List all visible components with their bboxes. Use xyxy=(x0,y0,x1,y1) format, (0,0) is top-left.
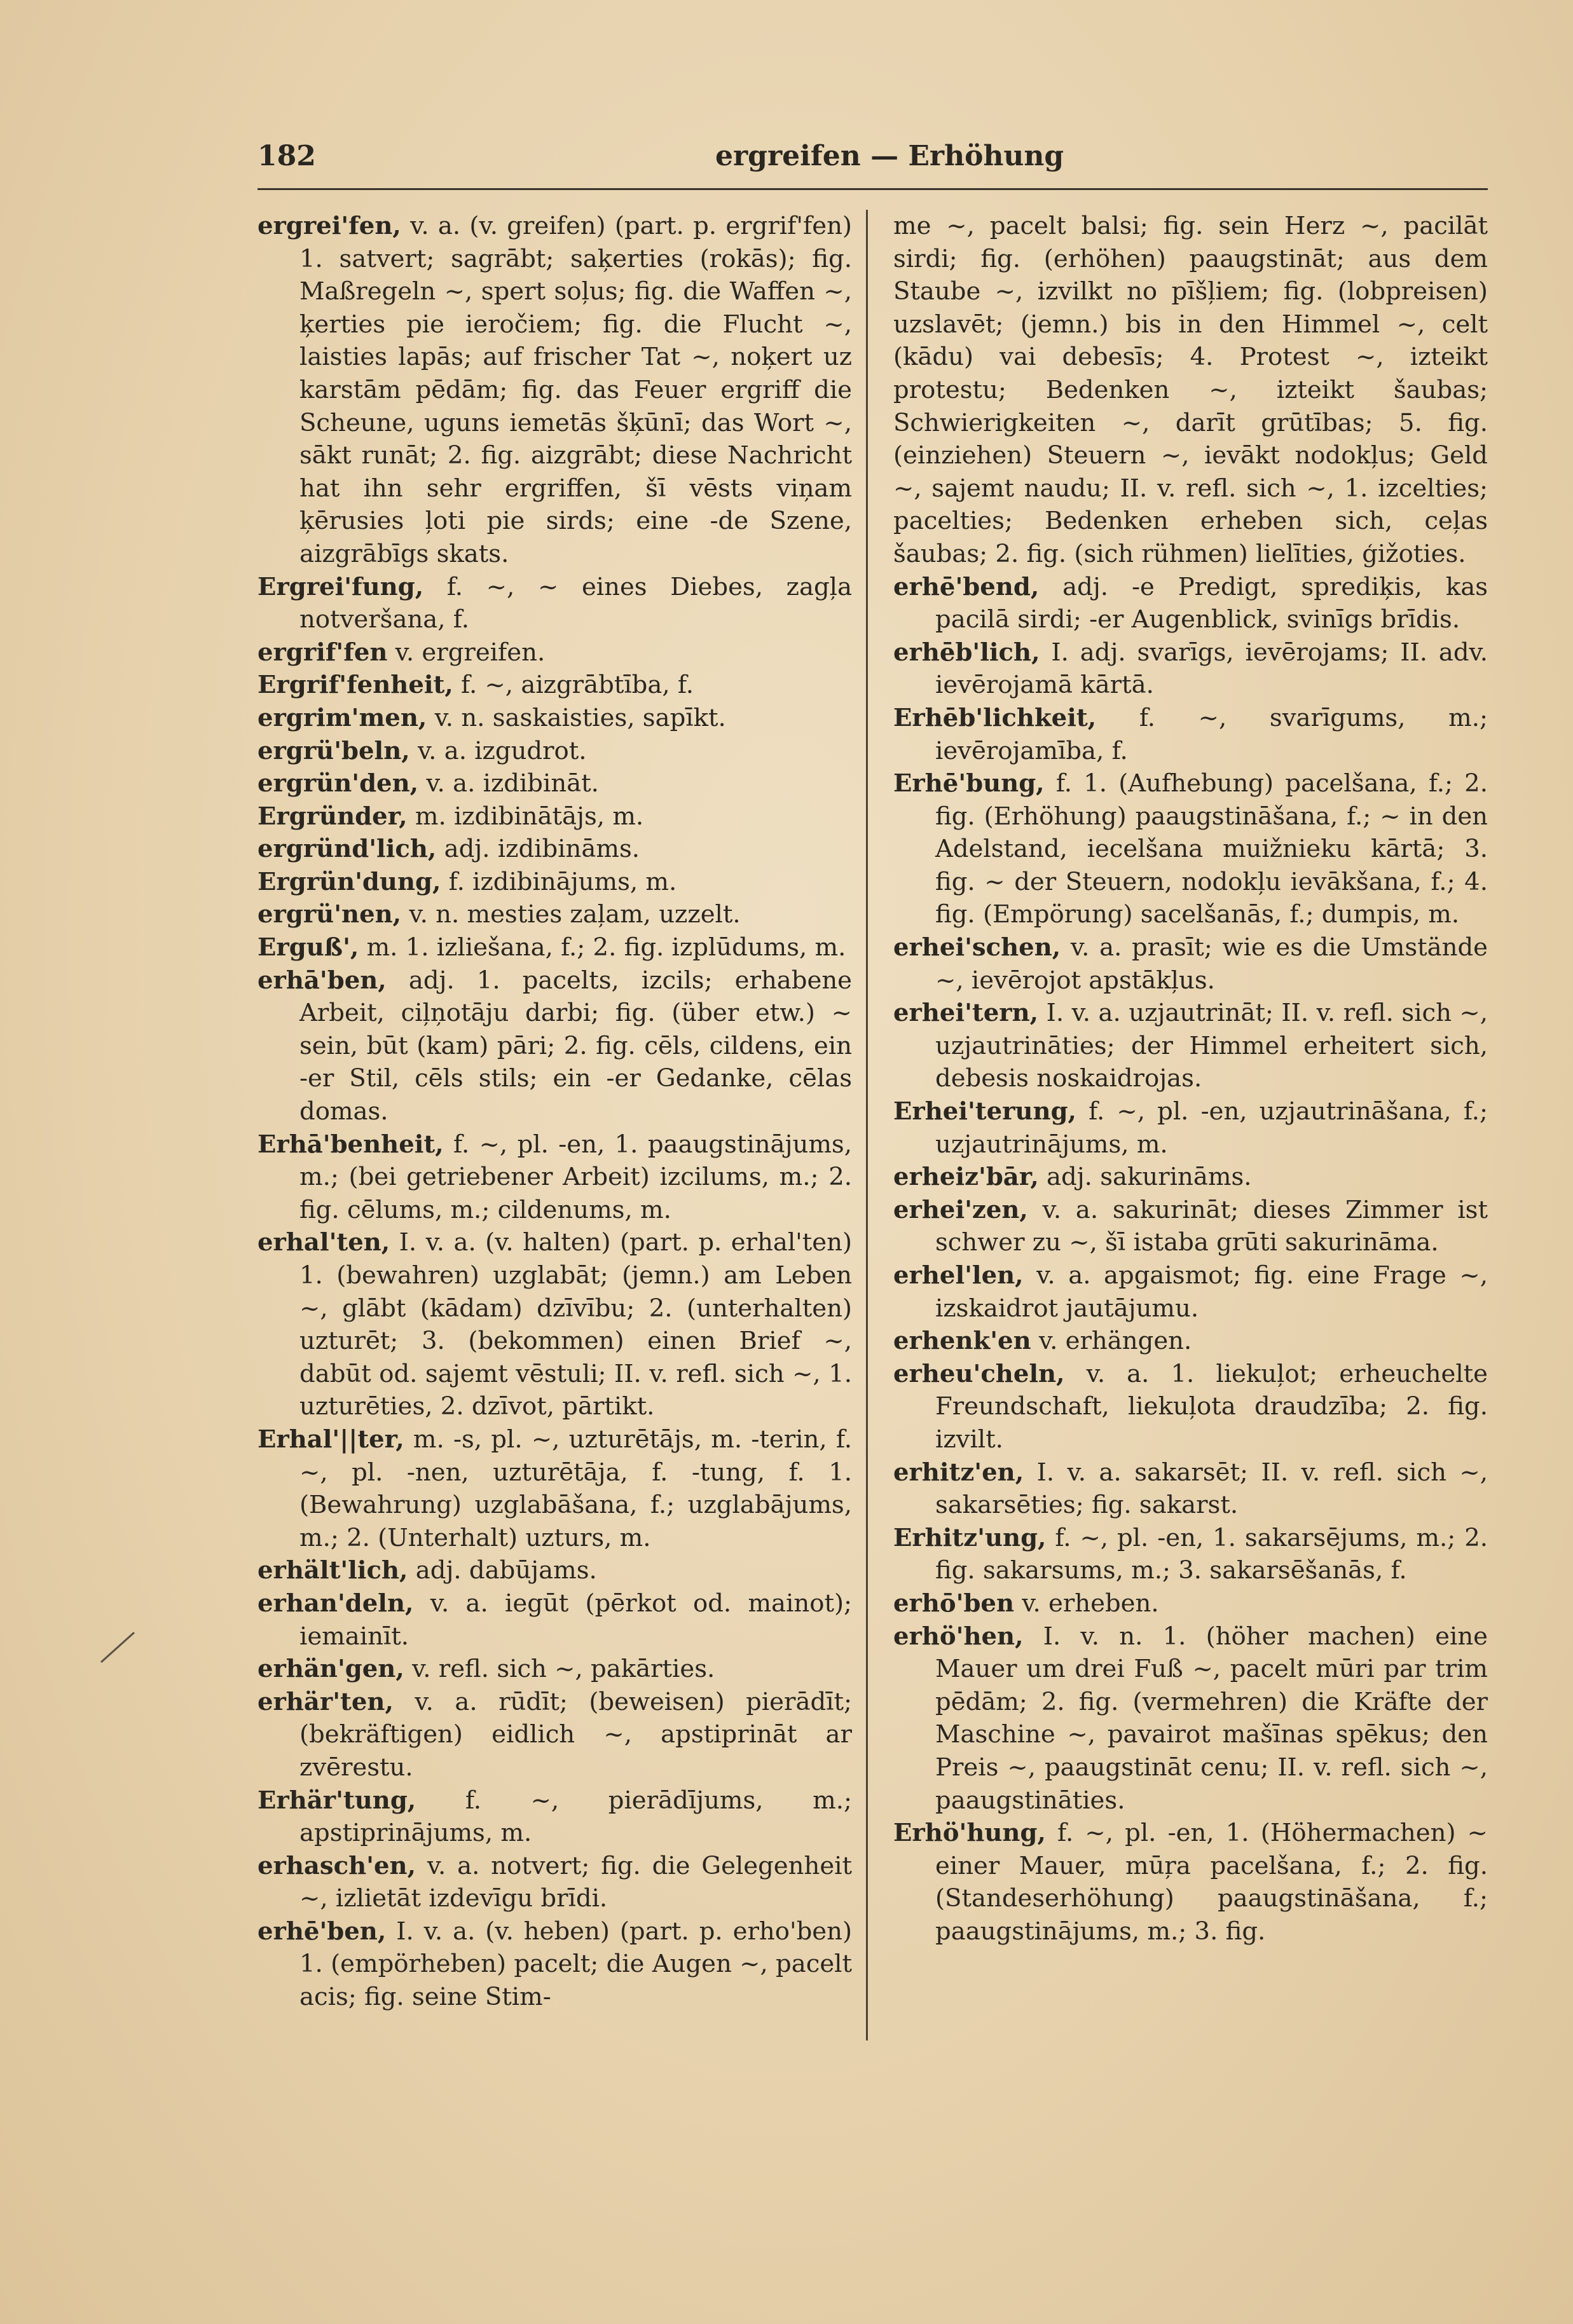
entry-headword: erhan'deln, xyxy=(258,1589,414,1618)
entry-definition: f. 1. (Aufhebung) pacelšana, f.; 2. fig. (Erhöhung) paaugstināšana, f.; ~ in den Adelstand, iecelšana muižnieku kārtā; 3. fig. ~ der Steuern, nodokļu ievākšana, f.; 4. fig. (Empörung) sacelšanās, f.; dumpis, m. xyxy=(935,769,1488,929)
entry-headword: Ergrün'dung, xyxy=(258,867,441,896)
dictionary-entry xyxy=(258,1915,852,2014)
entry-headword: erhē'ben, xyxy=(258,1917,387,1946)
entry-headword: erhö'hen, xyxy=(893,1622,1024,1651)
entry-definition: f. ~, pl. -en, 1. paaugstinājums, m.; (bei getriebener Arbeit) izcilums, m.; 2. fig. cēlums, m.; cildenums, m. xyxy=(299,1130,852,1224)
entry-definition: v. erhängen. xyxy=(1031,1327,1192,1356)
dictionary-entry xyxy=(258,571,852,636)
dictionary-entry xyxy=(258,931,852,964)
entry-headword: Erhā'benheit, xyxy=(258,1130,444,1159)
dictionary-entry xyxy=(893,767,1488,931)
dictionary-entry xyxy=(893,931,1488,997)
dictionary-entry xyxy=(893,1620,1488,1817)
running-head: ergreifen — Erhöhung xyxy=(715,140,1064,172)
entry-definition: I. v. a. sakarsēt; II. v. refl. sich ~, sakarsēties; fig. sakarst. xyxy=(935,1458,1488,1520)
entry-definition: v. a. rūdīt; (beweisen) pierādīt; (bekräftigen) eidlich ~, apstiprināt ar zvērestu. xyxy=(299,1687,852,1782)
page-number: 182 xyxy=(258,140,316,172)
dictionary-entry xyxy=(258,1554,852,1587)
entry-definition: I. v. a. (v. halten) (part. p. erhal'ten) 1. (bewahren) uzglabāt; (jemn.) am Leben ~, glābt (kādam) dzīvību; 2. (unterhalten) uzturēt; 3. (bekommen) einen Brief ~, dabūt od. sajemt vēstuli; II. v. refl. sich ~, 1. uzturēties, 2. dzīvot, pārtikt. xyxy=(299,1228,852,1421)
entry-definition: f. ~, pl. -en, 1. (Höhermachen) ~ einer Mauer, mūŗa pacelšana, f.; 2. fig. (Standeserhöhung) paaugstināšana, f.; paaugstinājums, m.; 3. fig. xyxy=(935,1819,1488,1946)
entry-definition: v. a. izdibināt. xyxy=(418,769,599,798)
dictionary-entry xyxy=(258,1128,852,1227)
entry-definition: f. ~, pierādījums, m.; apstiprinājums, m. xyxy=(299,1786,852,1848)
entry-headword: Erhär'tung, xyxy=(258,1786,416,1815)
dictionary-entry xyxy=(258,669,852,702)
entry-definition: f. ~, svarīgums, m.; ievērojamība, f. xyxy=(935,703,1488,765)
entry-definition: v. a. notvert; fig. die Gelegenheit ~, izlietāt izdevīgu brīdi. xyxy=(299,1851,852,1913)
entry-headword: ergrü'nen, xyxy=(258,900,402,929)
entry-headword: Ergrei'fung, xyxy=(258,572,424,601)
entry-definition: adj. 1. pacelts, izcils; erhabene Arbeit, ciļņotāju darbi; fig. (über etw.) ~ sein, būt (kam) pāri; 2. fig. cēls, cildens, ein -er Stil, cēls stils; ein -er Gedanke, cēlas domas. xyxy=(299,966,852,1126)
entry-headword: erhenk'en xyxy=(893,1327,1031,1356)
entry-definition: f. ~, pl. -en, uzjautrināšana, f.; uzjautrinājums, m. xyxy=(935,1097,1488,1159)
entry-headword: erhō'ben xyxy=(893,1589,1015,1618)
entry-definition: I. v. n. 1. (höher machen) eine Mauer um drei Fuß ~, pacelt mūri par trim pēdām; 2. fig. (vermehren) die Kräfte der Maschine ~, pavairot mašīnas spēkus; den Preis ~, paaugstināt cenu; II. v. refl. sich ~, paaugstināties. xyxy=(935,1622,1488,1815)
header-rule xyxy=(258,188,1488,190)
entry-headword: Erhē'bung, xyxy=(893,769,1045,798)
dictionary-entry xyxy=(893,1095,1488,1161)
pencil-mark xyxy=(100,1632,135,1663)
entry-definition: adj. dabūjams. xyxy=(408,1556,597,1585)
dictionary-entry xyxy=(893,636,1488,702)
entry-headword: erhasch'en, xyxy=(258,1851,416,1880)
entry-headword: erhei'tern, xyxy=(893,999,1039,1028)
dictionary-entry xyxy=(258,1784,852,1850)
entry-headword: erhei'schen, xyxy=(893,933,1061,962)
dictionary-entry xyxy=(893,1325,1488,1358)
entry-headword: erhitz'en, xyxy=(893,1458,1024,1487)
dictionary-entry xyxy=(258,866,852,899)
entry-definition: v. n. saskaisties, sapīkt. xyxy=(427,703,726,732)
entry-definition: adj. -e Predigt, sprediķis, kas pacilā sirdi; -er Augenblick, svinīgs brīdis. xyxy=(935,572,1488,634)
entry-definition: v. a. apgaismot; fig. eine Frage ~, izskaidrot jautājumu. xyxy=(935,1261,1488,1323)
entry-definition: I. v. a. uzjautrināt; II. v. refl. sich ~, uzjautrināties; der Himmel erheitert sich, debesis noskaidrojas. xyxy=(935,999,1488,1093)
dictionary-entry xyxy=(258,964,852,1128)
entry-headword: ergrei'fen, xyxy=(258,212,401,240)
entry-headword: Erhitz'ung, xyxy=(893,1523,1047,1552)
dictionary-entry xyxy=(258,1850,852,1915)
dictionary-entry xyxy=(258,800,852,833)
entry-definition: v. n. mesties zaļam, uzzelt. xyxy=(401,900,741,929)
entry-definition: m. -s, pl. ~, uzturētājs, m. -terin, f. ~, pl. -nen, uzturētāja, f. -tung, f. 1. (Bewahrung) uzglabāšana, f.; uzglabājums, m.; 2. (Unterhalt) uzturs, m. xyxy=(299,1425,852,1552)
entry-definition: m. 1. izliešana, f.; 2. fig. izplūdums, m. xyxy=(359,933,846,962)
entry-headword: erheiz'bār, xyxy=(893,1163,1039,1192)
entry-definition: f. izdibinājums, m. xyxy=(441,867,677,896)
entry-headword: ergründ'lich, xyxy=(258,835,437,864)
dictionary-entry xyxy=(258,1226,852,1423)
entry-definition: I. adj. svarīgs, ievērojams; II. adv. ievērojamā kārtā. xyxy=(935,638,1488,700)
dictionary-entry xyxy=(258,1686,852,1784)
dictionary-entry xyxy=(893,1259,1488,1325)
entry-definition: v. refl. sich ~, pakārties. xyxy=(404,1655,715,1684)
entry-headword: erhei'zen, xyxy=(893,1195,1028,1224)
entry-headword: ergrif'fen xyxy=(258,638,388,667)
entry-headword: Erhal'||ter, xyxy=(258,1425,404,1454)
entry-definition: adj. sakurināms. xyxy=(1038,1163,1252,1192)
entry-headword: Ergrif'fenheit, xyxy=(258,671,453,700)
entry-headword: Erhö'hung, xyxy=(893,1819,1046,1848)
right-column xyxy=(893,210,1488,1948)
entry-headword: erhän'gen, xyxy=(258,1655,404,1684)
dictionary-entry xyxy=(893,702,1488,767)
entry-headword: ergrü'beln, xyxy=(258,736,410,765)
dictionary-entry xyxy=(258,636,852,669)
dictionary-entry xyxy=(258,1423,852,1554)
entry-definition: m. izdibinātājs, m. xyxy=(407,802,644,831)
dictionary-entry xyxy=(893,571,1488,636)
dictionary-entry xyxy=(893,1456,1488,1522)
entry-headword: Erguß', xyxy=(258,933,359,962)
dictionary-entry xyxy=(893,1161,1488,1194)
entry-definition: I. v. a. (v. heben) (part. p. erho'ben) 1. (empörheben) pacelt; die Augen ~, pacelt acis; fig. seine Stim- xyxy=(299,1917,852,2012)
entry-headword: Erhēb'lichkeit, xyxy=(893,703,1097,732)
dictionary-entry xyxy=(258,1587,852,1653)
entry-headword: erhēb'lich, xyxy=(893,638,1040,667)
dictionary-entry xyxy=(258,833,852,866)
entry-headword: erhel'len, xyxy=(893,1261,1024,1290)
entry-headword: ergrim'men, xyxy=(258,703,427,732)
dictionary-entry xyxy=(893,1587,1488,1620)
dictionary-entry xyxy=(893,210,1488,571)
dictionary-entry xyxy=(893,997,1488,1095)
dictionary-entry xyxy=(893,1817,1488,1948)
entry-headword: Erhei'terung, xyxy=(893,1097,1076,1126)
dictionary-entry xyxy=(258,767,852,800)
entry-definition: v. a. prasīt; wie es die Umstände ~, ievērojot apstākļus. xyxy=(935,933,1488,995)
entry-definition: f. ~, ~ eines Diebes, zagļa notveršana, f. xyxy=(299,572,852,634)
entry-definition: v. ergreifen. xyxy=(387,638,546,667)
entry-definition: v. a. iegūt (pērkot od. mainot); iemainīt. xyxy=(299,1589,852,1651)
entry-headword: ergrün'den, xyxy=(258,769,419,798)
entry-definition: adj. izdibināms. xyxy=(436,835,640,864)
entry-definition: v. a. sakurināt; dieses Zimmer ist schwer zu ~, šī istaba grūti sakurināma. xyxy=(935,1195,1488,1257)
left-column xyxy=(258,210,852,2014)
entry-definition: f. ~, pl. -en, 1. sakarsējums, m.; 2. fig. sakarsums, m.; 3. sakarsēšanās, f. xyxy=(935,1523,1488,1585)
entry-headword: erhär'ten, xyxy=(258,1687,394,1716)
entry-headword: erheu'cheln, xyxy=(893,1359,1065,1388)
entry-headword: Ergründer, xyxy=(258,802,408,831)
dictionary-entry xyxy=(258,1653,852,1686)
column-divider xyxy=(866,210,868,2040)
dictionary-entry xyxy=(893,1358,1488,1456)
dictionary-entry xyxy=(258,735,852,768)
dictionary-entry xyxy=(258,210,852,571)
entry-headword: erhā'ben, xyxy=(258,966,387,995)
entry-headword: erhē'bend, xyxy=(893,572,1040,601)
dictionary-entry xyxy=(258,898,852,931)
entry-definition: v. a. izgudrot. xyxy=(409,736,587,765)
entry-headword: erhält'lich, xyxy=(258,1556,408,1585)
entry-definition: me ~, pacelt balsi; fig. sein Herz ~, pacilāt sirdi; fig. (erhöhen) paaugstināt; aus dem Staube ~, izvilkt no pīšļiem; fig. (lobpreisen) uzslavēt; (jemn.) bis in den Himmel ~, celt (kādu) vai debesīs; 4. Protest ~, izteikt protestu; Bedenken ~, izteikt šaubas; Schwierigkeiten ~, darīt grūtības; 5. fig. (einziehen) Steuern ~, ievākt nodokļus; Geld ~, sajemt naudu; II. v. refl. sich ~, 1. izcelties; pacelties; Bedenken erheben sich, ceļas šaubas; 2. fig. (sich rühmen) lielīties, ģižoties. xyxy=(893,212,1488,568)
entry-definition: v. a. (v. greifen) (part. p. ergrif'fen) 1. satvert; sagrābt; saķerties (rokās); fig. Maßregeln ~, spert soļus; fig. die Waffen ~, ķerties pie ieročiem; fig. die Flucht ~, laisties lapās; auf frischer Tat ~, noķert uz karstām pēdām; fig. das Feuer ergriff die Scheune, uguns iemetās šķūnī; das Wort ~, sākt runāt; 2. fig. aizgrābt; diese Nachricht hat ihn sehr ergriffen, šī vēsts viņam ķērusies ļoti pie sirds; eine -de Szene, aizgrābīgs skats. xyxy=(299,212,852,568)
dictionary-entry xyxy=(893,1194,1488,1259)
entry-definition: v. a. 1. liekuļot; erheuchelte Freundschaft, liekuļota draudzība; 2. fig. izvilt. xyxy=(935,1359,1488,1454)
dictionary-entry xyxy=(258,702,852,735)
entry-definition: v. erheben. xyxy=(1014,1589,1159,1618)
dictionary-entry xyxy=(893,1522,1488,1587)
entry-definition: f. ~, aizgrābtība, f. xyxy=(453,671,694,700)
entry-headword: erhal'ten, xyxy=(258,1228,390,1257)
